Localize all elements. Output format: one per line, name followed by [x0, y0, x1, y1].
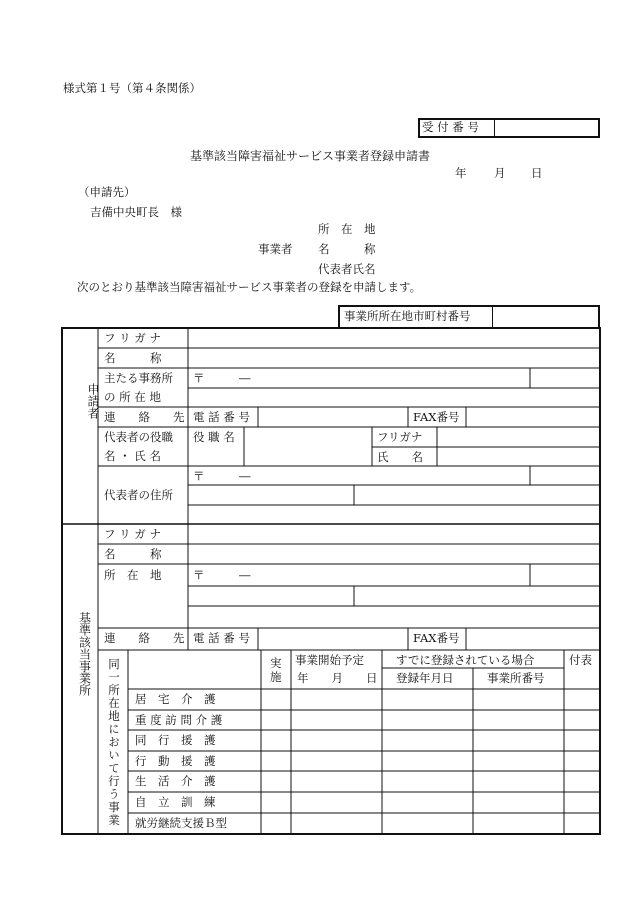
date-day: 日	[531, 166, 543, 180]
rep-title-label-2: 名 ・ 氏 名	[104, 449, 161, 463]
page-title: 基準該当障害福祉サービス事業者登録申請書	[190, 149, 431, 163]
operator-label: 事業者	[258, 242, 293, 256]
start-ymd-header: 年 月 日	[297, 671, 378, 685]
applicant-section-label: 申請者	[86, 383, 100, 419]
facility-phone-label: 電 話 番 号	[193, 631, 250, 645]
implementation-header: 実施	[270, 656, 282, 684]
rep-position-label: 役 職 名	[193, 430, 235, 444]
addressee: 吉備中央町長 様	[90, 205, 182, 219]
facility-address-label: 所 在 地	[104, 568, 162, 582]
registration-date-header: 登録年月日	[396, 671, 454, 685]
facility-contact-label: 連 絡 先	[104, 631, 185, 645]
date-month: 月	[494, 166, 506, 180]
service-behavioral-support: 行 動 援 護	[135, 754, 216, 768]
rep-address-label: 代表者の住所	[104, 488, 173, 502]
business-location-label: 所 在 地	[318, 222, 376, 236]
rep-name-label: 氏 名	[377, 450, 423, 464]
applicant-contact-label: 連 絡 先	[104, 410, 185, 424]
rep-title-label-1: 代表者の役職	[104, 430, 173, 444]
applicant-phone-label: 電 話 番 号	[193, 410, 250, 424]
business-name-label: 名 称	[318, 242, 376, 256]
facility-name-label: 名 称	[104, 547, 162, 561]
application-statement: 次のとおり基準該当障害福祉サービス事業者の登録を申請します。	[77, 280, 422, 294]
addressee-label: （申請先）	[78, 185, 136, 199]
applicant-postal-mark: 〒 ―	[193, 371, 251, 385]
service-life-care: 生 活 介 護	[135, 774, 216, 788]
applicant-office-address-label-1: 主たる事務所	[104, 371, 173, 385]
rep-furigana-label: フリガナ	[377, 430, 423, 444]
service-severe-visiting-care: 重 度 訪 問 介 護	[135, 713, 223, 727]
representative-name-label: 代表者氏名	[318, 262, 376, 276]
facility-section-label: 基準該当事業所	[77, 612, 92, 696]
applicant-furigana-label: フ リ ガ ナ	[104, 331, 161, 345]
receipt-number-label: 受 付 番 号	[422, 120, 479, 134]
facility-fax-label: FAX番号	[413, 631, 460, 645]
service-independence-training: 自 立 訓 練	[135, 795, 216, 809]
rep-postal-mark: 〒 ―	[193, 469, 251, 483]
service-continuous-employment-b: 就労継続支援Ｂ型	[135, 816, 227, 830]
facility-furigana-label: フ リ ガ ナ	[104, 527, 161, 541]
office-number-header: 事業所番号	[487, 671, 545, 685]
already-registered-header: すでに登録されている場合	[396, 653, 535, 667]
service-accompanying-support: 同 行 援 護	[135, 733, 216, 747]
municipality-code-label: 事業所所在地市町村番号	[344, 309, 471, 323]
applicant-office-address-label-2: の 所 在 地	[104, 390, 161, 404]
same-location-services-label: 同一所在地において行う事業	[107, 658, 121, 827]
start-planned-header: 事業開始予定	[295, 653, 364, 667]
facility-postal-mark: 〒 ―	[193, 568, 251, 582]
attached-form-header: 付表	[569, 653, 592, 667]
applicant-name-label: 名 称	[104, 351, 162, 365]
applicant-fax-label: FAX番号	[413, 410, 460, 424]
date-year: 年	[455, 166, 467, 180]
service-home-care: 居 宅 介 護	[135, 692, 216, 706]
form-number: 様式第１号（第４条関係）	[63, 81, 201, 95]
